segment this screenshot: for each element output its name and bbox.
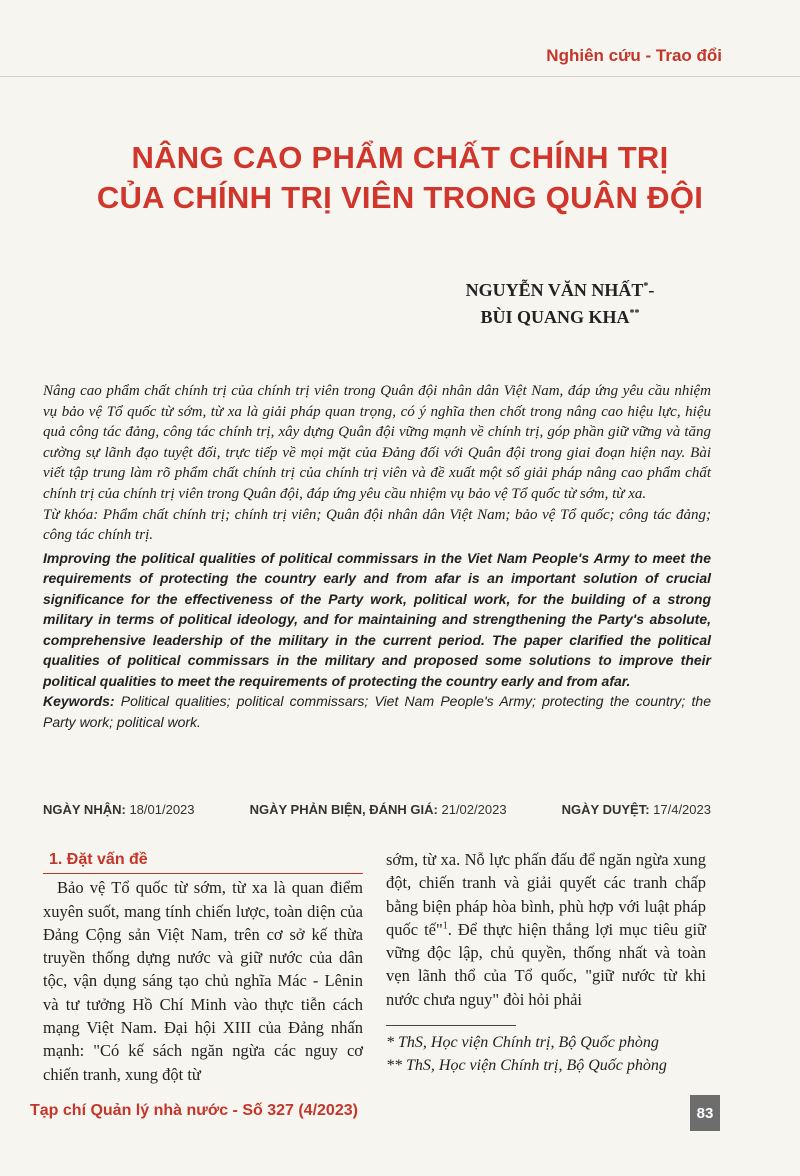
date-approved-value: 17/4/2023 xyxy=(649,802,711,817)
footnote-1: * ThS, Học viện Chính trị, Bộ Quốc phòng xyxy=(386,1034,659,1051)
keywords-en-label: Keywords: xyxy=(43,693,115,710)
article-title xyxy=(0,138,800,218)
date-received-value: 18/01/2023 xyxy=(125,802,195,817)
keywords-en-text: Political qualities; political commissars; Viet Nam People's Army; protecting the country; the Party work; political work. xyxy=(43,693,711,730)
date-approved xyxy=(562,802,711,817)
keywords-vietnamese xyxy=(43,505,711,546)
footnotes xyxy=(386,1031,731,1077)
title-line-2: CỦA CHÍNH TRỊ VIÊN TRONG QUÂN ĐỘI xyxy=(96,180,704,215)
author-separator: - xyxy=(648,280,655,300)
keywords-vi-label: Từ khóa: xyxy=(43,506,99,523)
dates-row xyxy=(43,802,711,817)
date-received-label: NGÀY NHẬN: xyxy=(43,802,126,817)
footnote-reference: 1 xyxy=(442,920,448,932)
body-column-right xyxy=(386,848,706,1011)
header-divider xyxy=(0,76,800,77)
author-1-name: NGUYỄN VĂN NHẤT xyxy=(465,280,644,300)
author-block xyxy=(400,277,720,331)
body-right-text-a: sớm, từ xa. Nỗ lực phấn đấu để ngăn ngừa xung đột, chiến tranh và giải quyết các tranh chấp bằng biện pháp hòa bình, phù hợp với luật pháp quốc tế" xyxy=(386,850,706,939)
section-heading: 1. Đặt vấn đề xyxy=(43,848,363,874)
date-reviewed-value: 21/02/2023 xyxy=(437,802,507,817)
keywords-english xyxy=(43,691,711,732)
abstract-english: Improving the political qualities of political commissars in the Viet Nam People's Army to meet the requirements of protecting the country early and from afar is an important solution of crucial significance for the effectiveness of the Party work, political work, for the building of a strong military in terms of political ideology, and for maintaining and strengthening the Party's absolute, comprehensive leadership of the military in the current period. The paper clarified the political qualities of political commissars in the military and proposed some solutions to improve their political qualities to meet the requirements of protecting the country early and from afar. xyxy=(43,549,711,689)
body-column-left xyxy=(43,848,363,1086)
abstract-block xyxy=(43,381,711,732)
author-1-mark: * xyxy=(643,281,649,292)
page-number-badge: 83 xyxy=(690,1095,720,1131)
date-reviewed-label: NGÀY PHẢN BIỆN, ĐÁNH GIÁ: xyxy=(249,802,438,817)
section-label: Nghiên cứu - Trao đổi xyxy=(546,46,722,65)
author-1 xyxy=(400,277,720,304)
footnote-divider xyxy=(386,1025,516,1026)
body-right-text-b: . Để thực hiện thắng lợi mục tiêu giữ vững độc lập, chủ quyền, thống nhất và toàn vẹn lãnh thổ của Tổ quốc, "giữ nước từ khi nước chưa nguy" đòi hỏi phải xyxy=(386,919,707,1009)
body-paragraph-left: Bảo vệ Tổ quốc từ sớm, từ xa là quan điểm xuyên suốt, mang tính chiến lược, toàn diện của Đảng Cộng sản Việt Nam, trên cơ sở kế thừa truyền thống dựng nước và giữ nước của dân tộc, vận dụng sáng tạo chủ nghĩa Mác - Lênin và tư tưởng Hồ Chí Minh vào thực tiễn cách mạng Việt Nam. Đại hội XIII của Đảng nhấn mạnh: "Có kế sách ngăn ngừa các nguy cơ chiến tranh, xung đột từ xyxy=(43,878,363,1084)
date-approved-label: NGÀY DUYỆT: xyxy=(561,802,650,817)
title-line-1: NÂNG CAO PHẨM CHẤT CHÍNH TRỊ xyxy=(131,140,669,175)
author-2 xyxy=(400,304,720,331)
abstract-vietnamese: Nâng cao phẩm chất chính trị của chính trị viên trong Quân đội nhân dân Việt Nam, đáp ứng yêu cầu nhiệm vụ bảo vệ Tổ quốc từ sớm, từ xa là giải pháp quan trọng, có ý nghĩa then chốt trong nâng cao hiệu lực, hiệu quả công tác đảng, công tác chính trị, xây dựng Quân đội vững mạnh về chính trị, góp phần giữ vững và tăng cường sự lãnh đạo tuyệt đối, trực tiếp về mọi mặt của Đảng đối với Quân đội trong giai đoạn hiện nay. Bài viết tập trung làm rõ phẩm chất chính trị của chính trị viên và đề xuất một số giải pháp nâng cao phẩm chất chính trị của chính trị viên trong Quân đội, đáp ứng yêu cầu nhiệm vụ bảo vệ Tổ quốc từ sớm, từ xa. xyxy=(43,383,711,502)
footer-journal-name: Tạp chí Quản lý nhà nước - Số 327 (4/2023) xyxy=(30,1102,358,1119)
date-received xyxy=(43,802,195,817)
author-2-mark: ** xyxy=(629,308,640,319)
author-2-name: BÙI QUANG KHA xyxy=(480,307,630,327)
footnote-2: ** ThS, Học viện Chính trị, Bộ Quốc phòng xyxy=(386,1057,667,1074)
date-reviewed xyxy=(250,802,507,817)
body-paragraph-right xyxy=(386,848,706,1011)
keywords-vi-text: Phẩm chất chính trị; chính trị viên; Quân đội nhân dân Việt Nam; bảo vệ Tổ quốc; công tác đảng; công tác chính trị. xyxy=(43,506,711,544)
